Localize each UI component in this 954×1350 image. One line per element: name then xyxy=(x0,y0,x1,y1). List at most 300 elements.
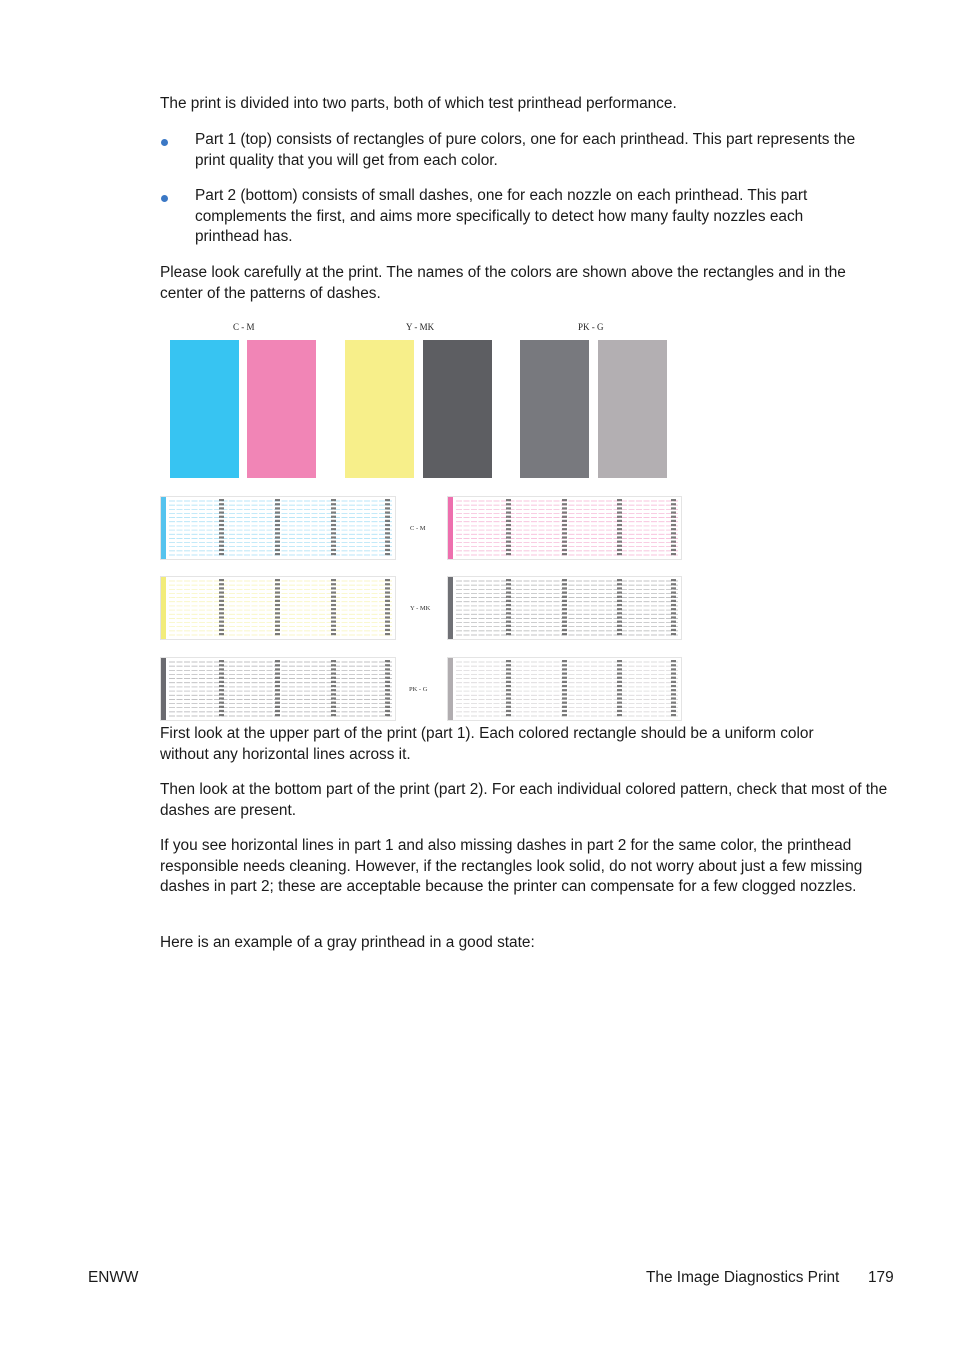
nozzle-number-mark xyxy=(562,706,567,708)
nozzle-number-mark xyxy=(671,541,676,543)
nozzle-number-mark xyxy=(506,553,511,555)
nozzle-number-mark xyxy=(385,507,390,509)
nozzle-number-mark xyxy=(506,664,511,666)
nozzle-number-mark xyxy=(385,528,390,530)
nozzle-number-mark xyxy=(219,629,224,631)
nozzle-number-mark xyxy=(617,499,622,501)
nozzle-number-mark xyxy=(671,604,676,606)
nozzle-number-mark xyxy=(275,697,280,699)
nozzle-number-mark xyxy=(331,672,336,674)
nozzle-number-mark xyxy=(219,604,224,606)
nozzle-number-mark xyxy=(219,591,224,593)
nozzle-number-mark xyxy=(385,549,390,551)
nozzle-number-mark xyxy=(617,672,622,674)
footer-page-number: 179 xyxy=(868,1269,894,1286)
nozzle-number-mark xyxy=(562,625,567,627)
nozzle-number-mark xyxy=(385,516,390,518)
nozzle-number-mark xyxy=(331,689,336,691)
nozzle-number-mark xyxy=(385,677,390,679)
nozzle-number-mark xyxy=(275,553,280,555)
nozzle-dash-grid xyxy=(161,577,395,639)
nozzle-number-mark xyxy=(219,710,224,712)
nozzle-number-mark xyxy=(506,621,511,623)
nozzle-number-mark xyxy=(506,608,511,610)
nozzle-number-mark xyxy=(617,600,622,602)
nozzle-number-mark xyxy=(219,536,224,538)
nozzle-number-mark xyxy=(331,579,336,581)
nozzle-number-mark xyxy=(506,545,511,547)
nozzle-number-mark xyxy=(617,677,622,679)
nozzle-number-mark xyxy=(671,629,676,631)
nozzle-number-mark xyxy=(506,697,511,699)
nozzle-number-mark xyxy=(562,549,567,551)
nozzle-number-mark xyxy=(617,591,622,593)
nozzle-number-mark xyxy=(275,633,280,635)
nozzle-number-mark xyxy=(506,672,511,674)
nozzle-number-mark xyxy=(219,553,224,555)
nozzle-number-mark xyxy=(275,536,280,538)
nozzle-number-mark xyxy=(617,629,622,631)
nozzle-number-mark xyxy=(331,625,336,627)
nozzle-number-mark xyxy=(506,541,511,543)
nozzle-number-mark xyxy=(562,612,567,614)
nozzle-number-mark xyxy=(506,536,511,538)
look-paragraph: Please look carefully at the print. The names of the colors are shown above the rectangles and in the center of the patterns of dashes. xyxy=(160,264,846,302)
nozzle-number-mark xyxy=(385,668,390,670)
nozzle-number-mark xyxy=(219,524,224,526)
nozzle-number-mark xyxy=(219,697,224,699)
bullet-dot-icon xyxy=(161,139,168,146)
nozzle-number-mark xyxy=(275,545,280,547)
nozzle-number-mark xyxy=(562,697,567,699)
nozzle-number-mark xyxy=(331,583,336,585)
nozzle-number-mark xyxy=(562,616,567,618)
nozzle-number-mark xyxy=(671,579,676,581)
nozzle-number-mark xyxy=(385,621,390,623)
nozzle-dash-grid xyxy=(448,577,681,639)
nozzle-number-mark xyxy=(331,532,336,534)
nozzle-number-mark xyxy=(617,608,622,610)
nozzle-number-mark xyxy=(331,499,336,501)
pattern-label-c-m: C - M xyxy=(410,525,426,532)
nozzle-number-mark xyxy=(506,616,511,618)
nozzle-number-mark xyxy=(617,693,622,695)
nozzle-number-mark xyxy=(562,591,567,593)
nozzle-number-mark xyxy=(671,536,676,538)
nozzle-number-mark xyxy=(671,668,676,670)
nozzle-number-mark xyxy=(671,591,676,593)
nozzle-number-mark xyxy=(385,616,390,618)
nozzle-number-mark xyxy=(562,633,567,635)
nozzle-number-mark xyxy=(219,507,224,509)
nozzle-number-mark xyxy=(506,685,511,687)
footer-locale: ENWW xyxy=(88,1269,139,1286)
swatch-magenta xyxy=(247,340,316,478)
nozzle-number-mark xyxy=(331,664,336,666)
nozzle-number-mark xyxy=(671,587,676,589)
nozzle-number-mark xyxy=(671,697,676,699)
pattern-color-bar xyxy=(448,577,453,639)
nozzle-number-mark xyxy=(385,681,390,683)
nozzle-number-mark xyxy=(506,677,511,679)
nozzle-number-mark xyxy=(562,629,567,631)
nozzle-number-mark xyxy=(219,681,224,683)
nozzle-number-mark xyxy=(275,702,280,704)
nozzle-number-mark xyxy=(275,591,280,593)
nozzle-number-mark xyxy=(617,685,622,687)
nozzle-number-mark xyxy=(331,608,336,610)
nozzle-number-mark xyxy=(671,528,676,530)
nozzle-number-mark xyxy=(671,507,676,509)
nozzle-number-mark xyxy=(219,545,224,547)
nozzle-number-mark xyxy=(385,587,390,589)
nozzle-number-mark xyxy=(506,629,511,631)
nozzle-number-mark xyxy=(671,693,676,695)
nozzle-number-mark xyxy=(275,516,280,518)
nozzle-number-mark xyxy=(506,591,511,593)
nozzle-number-mark xyxy=(506,511,511,513)
nozzle-number-mark xyxy=(385,710,390,712)
nozzle-number-mark xyxy=(219,660,224,662)
nozzle-number-mark xyxy=(331,621,336,623)
nozzle-number-mark xyxy=(331,633,336,635)
nozzle-number-mark xyxy=(562,604,567,606)
nozzle-number-mark xyxy=(506,583,511,585)
pattern-color-bar xyxy=(161,658,166,720)
nozzle-number-mark xyxy=(671,511,676,513)
nozzle-number-mark xyxy=(385,596,390,598)
nozzle-number-mark xyxy=(617,612,622,614)
nozzle-number-mark xyxy=(385,553,390,555)
nozzle-number-mark xyxy=(562,608,567,610)
nozzle-number-mark xyxy=(219,702,224,704)
intro-paragraph: The print is divided into two parts, both of which test printhead performance. xyxy=(160,95,677,112)
nozzle-number-mark xyxy=(506,702,511,704)
nozzle-number-mark xyxy=(331,693,336,695)
nozzle-number-mark xyxy=(506,499,511,501)
nozzle-number-mark xyxy=(331,549,336,551)
nozzle-number-mark xyxy=(562,516,567,518)
nozzle-number-mark xyxy=(562,677,567,679)
swatch-photo-black xyxy=(520,340,589,478)
nozzle-dash-grid xyxy=(448,658,681,720)
nozzle-number-mark xyxy=(506,710,511,712)
nozzle-number-mark xyxy=(617,633,622,635)
nozzle-number-mark xyxy=(617,524,622,526)
nozzle-number-mark xyxy=(562,499,567,501)
nozzle-number-mark xyxy=(671,596,676,598)
pattern-photo-black xyxy=(160,657,396,721)
pattern-color-bar xyxy=(161,577,166,639)
nozzle-number-mark xyxy=(331,604,336,606)
nozzle-number-mark xyxy=(671,549,676,551)
nozzle-number-mark xyxy=(617,520,622,522)
nozzle-number-mark xyxy=(219,706,224,708)
nozzle-number-mark xyxy=(506,681,511,683)
nozzle-number-mark xyxy=(275,583,280,585)
nozzle-number-mark xyxy=(617,697,622,699)
nozzle-number-mark xyxy=(617,545,622,547)
nozzle-number-mark xyxy=(617,596,622,598)
nozzle-number-mark xyxy=(617,604,622,606)
nozzle-number-mark xyxy=(562,660,567,662)
nozzle-number-mark xyxy=(331,591,336,593)
nozzle-number-mark xyxy=(385,633,390,635)
nozzle-number-mark xyxy=(617,664,622,666)
nozzle-number-mark xyxy=(562,553,567,555)
nozzle-number-mark xyxy=(506,532,511,534)
nozzle-number-mark xyxy=(671,583,676,585)
nozzle-number-mark xyxy=(275,706,280,708)
nozzle-number-mark xyxy=(385,664,390,666)
nozzle-number-mark xyxy=(562,503,567,505)
nozzle-number-mark xyxy=(385,583,390,585)
nozzle-number-mark xyxy=(617,503,622,505)
nozzle-number-mark xyxy=(385,693,390,695)
nozzle-number-mark xyxy=(275,604,280,606)
nozzle-number-mark xyxy=(506,612,511,614)
nozzle-number-mark xyxy=(385,591,390,593)
pattern-magenta xyxy=(447,496,682,560)
nozzle-number-mark xyxy=(562,714,567,716)
bullet-dot-icon xyxy=(161,195,168,202)
footer-section-title: The Image Diagnostics Print xyxy=(646,1269,840,1286)
nozzle-number-mark xyxy=(617,536,622,538)
nozzle-number-mark xyxy=(275,600,280,602)
nozzle-number-mark xyxy=(219,608,224,610)
nozzle-number-mark xyxy=(617,511,622,513)
nozzle-number-mark xyxy=(331,507,336,509)
nozzle-number-mark xyxy=(617,668,622,670)
nozzle-number-mark xyxy=(219,583,224,585)
nozzle-number-mark xyxy=(219,625,224,627)
nozzle-number-mark xyxy=(617,616,622,618)
nozzle-number-mark xyxy=(275,668,280,670)
nozzle-number-mark xyxy=(385,499,390,501)
nozzle-number-mark xyxy=(562,681,567,683)
nozzle-number-mark xyxy=(671,706,676,708)
nozzle-number-mark xyxy=(219,672,224,674)
nozzle-number-mark xyxy=(506,660,511,662)
nozzle-number-mark xyxy=(331,524,336,526)
nozzle-number-mark xyxy=(385,520,390,522)
nozzle-number-mark xyxy=(275,621,280,623)
nozzle-number-mark xyxy=(671,702,676,704)
diagnostics-print-image xyxy=(158,318,688,722)
nozzle-number-mark xyxy=(671,633,676,635)
nozzle-number-mark xyxy=(617,579,622,581)
example-paragraph: Here is an example of a gray printhead in a good state: xyxy=(160,934,535,951)
nozzle-number-mark xyxy=(331,710,336,712)
nozzle-number-mark xyxy=(506,528,511,530)
nozzle-number-mark xyxy=(385,536,390,538)
nozzle-number-mark xyxy=(617,541,622,543)
nozzle-number-mark xyxy=(331,600,336,602)
nozzle-number-mark xyxy=(617,553,622,555)
nozzle-number-mark xyxy=(275,612,280,614)
cleaning-paragraph: If you see horizontal lines in part 1 and also missing dashes in part 2 for the same color, the printhead responsible needs cleaning. However, if the rectangles look solid, do not worry about just a few missing dashes in part 2; these are acceptable because the printer can compensate for a few clogged nozzles. xyxy=(160,837,863,896)
nozzle-number-mark xyxy=(671,689,676,691)
nozzle-number-mark xyxy=(275,685,280,687)
first-look-paragraph: First look at the upper part of the print (part 1). Each colored rectangle should be a uniform color without any horizontal lines across it. xyxy=(160,725,814,763)
nozzle-number-mark xyxy=(385,685,390,687)
nozzle-number-mark xyxy=(671,499,676,501)
nozzle-number-mark xyxy=(671,664,676,666)
nozzle-number-mark xyxy=(506,625,511,627)
nozzle-number-mark xyxy=(506,596,511,598)
nozzle-number-mark xyxy=(331,541,336,543)
nozzle-number-mark xyxy=(275,507,280,509)
nozzle-number-mark xyxy=(506,604,511,606)
pattern-color-bar xyxy=(161,497,166,559)
nozzle-dash-grid xyxy=(161,497,395,559)
nozzle-number-mark xyxy=(562,587,567,589)
swatch-matte-black xyxy=(423,340,492,478)
bullet-part1: Part 1 (top) consists of rectangles of pure colors, one for each printhead. This part represents the print quality that you will get from each color. xyxy=(195,131,856,169)
nozzle-number-mark xyxy=(562,579,567,581)
nozzle-number-mark xyxy=(331,685,336,687)
nozzle-number-mark xyxy=(562,689,567,691)
nozzle-number-mark xyxy=(331,668,336,670)
nozzle-number-mark xyxy=(219,714,224,716)
nozzle-number-mark xyxy=(562,520,567,522)
nozzle-number-mark xyxy=(506,633,511,635)
nozzle-number-mark xyxy=(506,668,511,670)
nozzle-number-mark xyxy=(331,697,336,699)
nozzle-number-mark xyxy=(506,524,511,526)
nozzle-number-mark xyxy=(331,503,336,505)
pattern-label-pk-g: PK - G xyxy=(409,686,428,693)
nozzle-number-mark xyxy=(385,608,390,610)
nozzle-number-mark xyxy=(385,503,390,505)
pattern-color-bar xyxy=(448,658,453,720)
nozzle-number-mark xyxy=(331,702,336,704)
nozzle-number-mark xyxy=(671,672,676,674)
nozzle-number-mark xyxy=(671,600,676,602)
nozzle-number-mark xyxy=(506,503,511,505)
nozzle-number-mark xyxy=(671,677,676,679)
nozzle-number-mark xyxy=(275,549,280,551)
nozzle-number-mark xyxy=(219,685,224,687)
nozzle-number-mark xyxy=(671,625,676,627)
nozzle-number-mark xyxy=(562,536,567,538)
nozzle-number-mark xyxy=(671,524,676,526)
nozzle-number-mark xyxy=(331,612,336,614)
nozzle-number-mark xyxy=(562,545,567,547)
nozzle-number-mark xyxy=(219,532,224,534)
nozzle-number-mark xyxy=(671,710,676,712)
nozzle-number-mark xyxy=(385,545,390,547)
nozzle-number-mark xyxy=(275,660,280,662)
nozzle-number-mark xyxy=(275,528,280,530)
nozzle-number-mark xyxy=(671,520,676,522)
nozzle-number-mark xyxy=(506,520,511,522)
nozzle-number-mark xyxy=(617,706,622,708)
nozzle-number-mark xyxy=(385,511,390,513)
nozzle-number-mark xyxy=(671,545,676,547)
nozzle-number-mark xyxy=(506,549,511,551)
nozzle-number-mark xyxy=(331,596,336,598)
nozzle-number-mark xyxy=(385,689,390,691)
nozzle-number-mark xyxy=(219,621,224,623)
nozzle-number-mark xyxy=(617,625,622,627)
pattern-matte-black xyxy=(447,576,682,640)
nozzle-number-mark xyxy=(275,681,280,683)
swatch-label-y-mk: Y - MK xyxy=(406,322,435,332)
nozzle-number-mark xyxy=(275,511,280,513)
nozzle-number-mark xyxy=(671,612,676,614)
nozzle-number-mark xyxy=(219,616,224,618)
nozzle-number-mark xyxy=(562,541,567,543)
nozzle-number-mark xyxy=(331,660,336,662)
nozzle-number-mark xyxy=(219,520,224,522)
nozzle-number-mark xyxy=(562,664,567,666)
pattern-cyan xyxy=(160,496,396,560)
pattern-label-y-mk: Y - MK xyxy=(410,605,431,612)
nozzle-number-mark xyxy=(562,524,567,526)
nozzle-number-mark xyxy=(385,625,390,627)
nozzle-number-mark xyxy=(506,689,511,691)
nozzle-number-mark xyxy=(617,714,622,716)
nozzle-number-mark xyxy=(219,516,224,518)
nozzle-number-mark xyxy=(275,520,280,522)
nozzle-number-mark xyxy=(275,596,280,598)
nozzle-number-mark xyxy=(219,528,224,530)
nozzle-number-mark xyxy=(275,503,280,505)
nozzle-number-mark xyxy=(331,706,336,708)
nozzle-number-mark xyxy=(219,579,224,581)
swatch-cyan xyxy=(170,340,239,478)
nozzle-number-mark xyxy=(385,600,390,602)
nozzle-number-mark xyxy=(219,633,224,635)
nozzle-number-mark xyxy=(331,714,336,716)
nozzle-number-mark xyxy=(506,693,511,695)
nozzle-number-mark xyxy=(671,516,676,518)
nozzle-number-mark xyxy=(219,549,224,551)
nozzle-number-mark xyxy=(671,681,676,683)
nozzle-number-mark xyxy=(617,621,622,623)
nozzle-number-mark xyxy=(562,702,567,704)
nozzle-number-mark xyxy=(275,579,280,581)
nozzle-number-mark xyxy=(506,507,511,509)
nozzle-number-mark xyxy=(331,511,336,513)
nozzle-number-mark xyxy=(331,616,336,618)
nozzle-number-mark xyxy=(385,672,390,674)
nozzle-number-mark xyxy=(275,689,280,691)
nozzle-number-mark xyxy=(617,516,622,518)
nozzle-number-mark xyxy=(506,516,511,518)
nozzle-number-mark xyxy=(506,706,511,708)
swatch-label-c-m: C - M xyxy=(233,322,255,332)
nozzle-number-mark xyxy=(385,524,390,526)
nozzle-number-mark xyxy=(617,549,622,551)
nozzle-number-mark xyxy=(671,714,676,716)
nozzle-number-mark xyxy=(385,629,390,631)
nozzle-number-mark xyxy=(562,621,567,623)
nozzle-number-mark xyxy=(562,507,567,509)
nozzle-number-mark xyxy=(275,608,280,610)
nozzle-dash-grid xyxy=(448,497,681,559)
nozzle-number-mark xyxy=(385,612,390,614)
nozzle-number-mark xyxy=(275,677,280,679)
nozzle-number-mark xyxy=(562,672,567,674)
nozzle-number-mark xyxy=(331,545,336,547)
nozzle-number-mark xyxy=(617,660,622,662)
nozzle-number-mark xyxy=(331,553,336,555)
nozzle-number-mark xyxy=(385,706,390,708)
bullet-part2: Part 2 (bottom) consists of small dashes, one for each nozzle on each printhead. This part complements the first, and aims more specifically to detect how many faulty nozzles each printhead has. xyxy=(195,187,808,246)
nozzle-number-mark xyxy=(331,629,336,631)
